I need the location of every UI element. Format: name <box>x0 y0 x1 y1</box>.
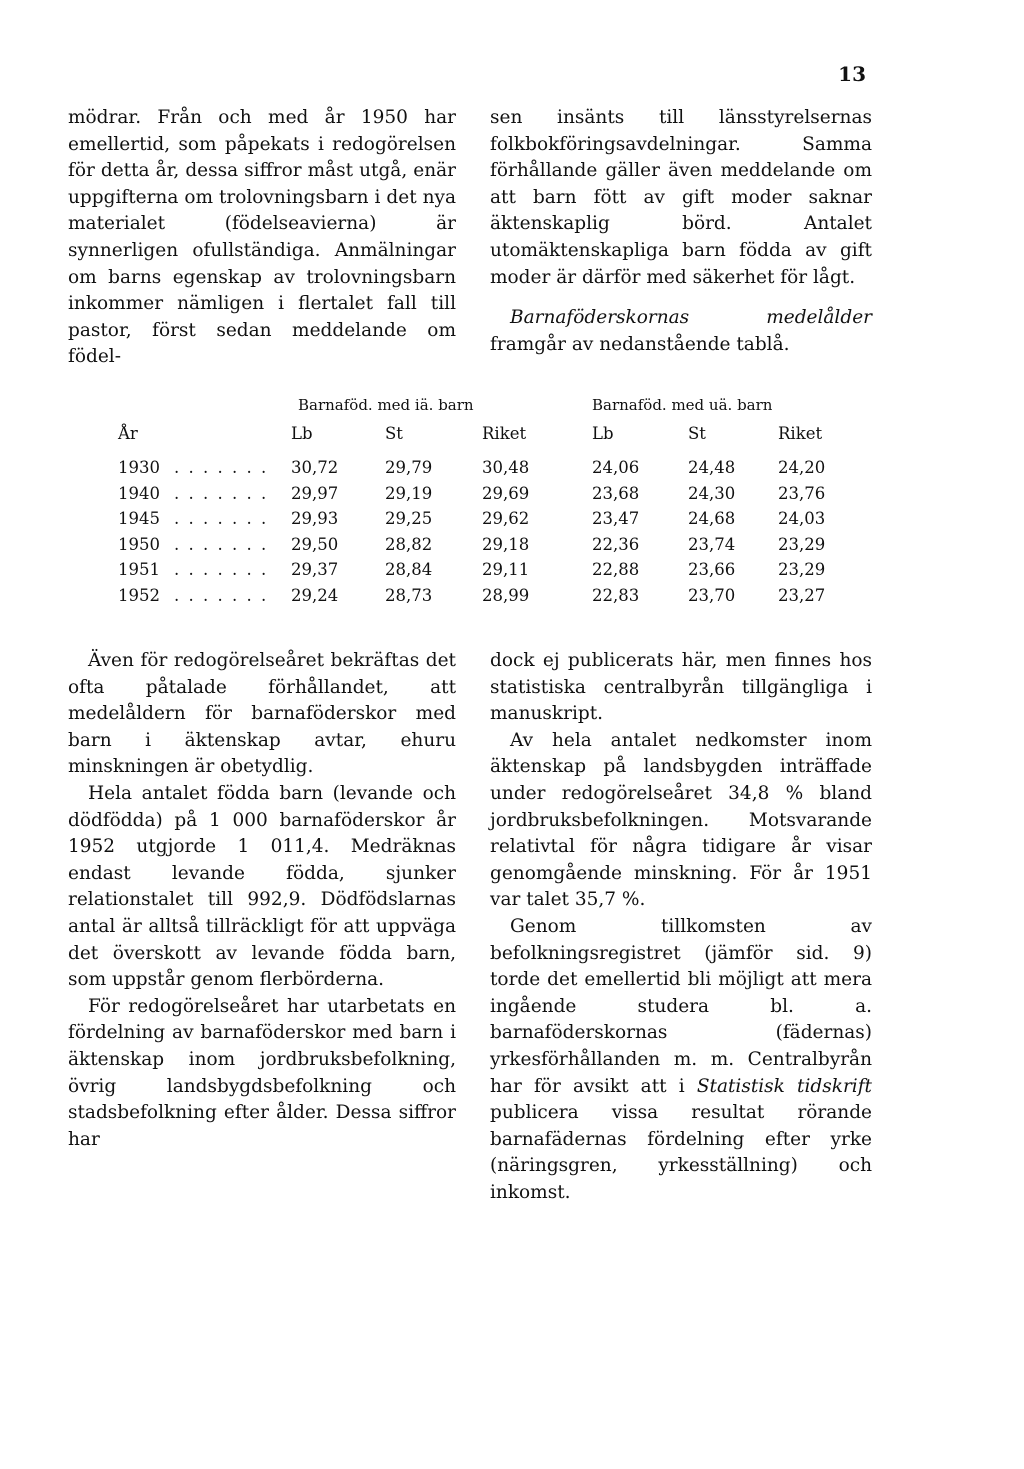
top-left-paragraph: mödrar. Från och med år 1950 har emellertid, som påpekats i redogörelsen för detta år, dessa siffror måst utgå, enär uppgifterna om trolovningsbarn i det nya materialet (födelseavierna) är synnerligen ofullständiga. Anmälningar om barns egenskap av trolovningsbarn inkommer nämligen i flertalet fall till pastor, först sedan meddelande om födel- <box>68 107 456 368</box>
leader-dots: . . . . . . . <box>174 483 269 503</box>
table-cell: 29,11 <box>482 560 530 579</box>
table-cell: 23,29 <box>778 534 826 554</box>
column-header: Lb <box>592 424 614 443</box>
table-cell: 29,79 <box>385 458 433 477</box>
paragraph-text: Genom tillkomsten av befolkningsregistret (jämför sid. 9) torde det emellertid bli möjligt att mera ingående studera bl. a. barnaföderskornas (fädernas) yrkesförhållanden m. m. Centralbyrån har för avsikt att i <box>490 915 872 1097</box>
italic-title: Statistisk tidskrift <box>696 1075 872 1097</box>
table-row <box>118 509 828 535</box>
page-number: 13 <box>838 62 866 86</box>
table-cell: 23,68 <box>592 483 640 503</box>
leader-dots: . . . . . . . <box>174 585 269 605</box>
column-header: St <box>688 424 706 443</box>
table-cell: 29,37 <box>291 560 339 579</box>
table-cell: 23,27 <box>778 585 826 605</box>
table-cell: 1940 <box>118 483 160 503</box>
table-cell: 29,93 <box>291 509 339 528</box>
column-header: Lb <box>291 424 313 443</box>
table-cell: 24,03 <box>778 509 826 528</box>
table-row <box>118 484 828 510</box>
top-right-paragraph-2 <box>490 305 872 358</box>
table-cell: 29,69 <box>482 483 530 503</box>
paragraph-text: framgår av nedanstående tablå. <box>490 333 790 355</box>
table-cell: 23,74 <box>688 534 736 554</box>
table-cell: 29,19 <box>385 483 433 503</box>
table-cell: 29,18 <box>482 534 530 554</box>
table-header-row <box>118 424 828 458</box>
table-cell: 23,76 <box>778 483 826 503</box>
table-cell: 22,88 <box>592 560 640 579</box>
table-cell: 28,73 <box>385 585 433 605</box>
table-cell: 1950 <box>118 534 160 554</box>
bottom-left-column <box>68 648 456 1153</box>
column-header: Riket <box>778 424 823 443</box>
table-cell: 29,97 <box>291 483 339 503</box>
table-cell: 1945 <box>118 509 160 528</box>
bottom-left-paragraph-3: För redogörelseåret har utarbetats en fördelning av barnaföderskor med barn i äktenskap inom jordbruksbefolkning, övrig landsbygdsbefolkning och stadsbefolkning efter ålder. Dessa siffror har <box>68 995 456 1150</box>
table-row <box>118 560 828 586</box>
table-cell: 23,47 <box>592 509 640 528</box>
column-header: År <box>118 424 138 443</box>
table-cell: 23,66 <box>688 560 736 579</box>
table-cell: 24,48 <box>688 458 736 477</box>
top-right-paragraph-1: sen insänts till länsstyrelsernas folkbokföringsavdelningar. Samma förhållande gäller även meddelande om att barn fött av gift moder saknar äktenskaplig börd. Antalet utomäktenskapliga barn födda av gift moder är därför med säkerhet för lågt. <box>490 107 872 288</box>
group-header-out-of-wedlock: Barnaföd. med uä. barn <box>592 396 773 414</box>
table-cell: 24,06 <box>592 458 640 477</box>
table-cell: 29,50 <box>291 534 339 554</box>
table-cell: 1951 <box>118 560 160 579</box>
table-cell: 28,82 <box>385 534 433 554</box>
table-cell: 22,36 <box>592 534 640 554</box>
table-cell: 1952 <box>118 585 160 605</box>
column-header: St <box>385 424 403 443</box>
table-cell: 30,72 <box>291 458 339 477</box>
table-cell: 30,48 <box>482 458 530 477</box>
bottom-right-column <box>490 648 872 1206</box>
top-left-column <box>68 105 456 371</box>
table-cell: 24,20 <box>778 458 826 477</box>
table-cell: 29,25 <box>385 509 433 528</box>
mean-age-table <box>118 396 828 611</box>
table-cell: 28,84 <box>385 560 433 579</box>
bottom-right-paragraph-1: dock ej publicerats här, men finnes hos statistiska centralbyrån tillgängliga i manuskript. <box>490 650 872 725</box>
table-cell: 29,62 <box>482 509 530 528</box>
italic-term: Barnaföderskornas medelålder <box>510 307 872 329</box>
bottom-left-paragraph-1: Även för redogörelseåret bekräftas det ofta påtalade förhållandet, att medelåldern för barnaföderskor med barn i äktenskap avtar, ehuru minskningen är obetydlig. <box>68 650 456 778</box>
table-cell: 1930 <box>118 458 160 477</box>
table-cell: 28,99 <box>482 585 530 605</box>
group-header-in-wedlock: Barnaföd. med iä. barn <box>298 396 474 414</box>
table-row <box>118 535 828 561</box>
table-cell: 29,24 <box>291 585 339 605</box>
bottom-left-paragraph-2: Hela antalet födda barn (levande och dödfödda) på 1 000 barnaföderskor år 1952 utgjorde 1 011,4. Medräknas endast levande födda, sjunker relationstalet till 992,9. Dödfödslarnas antal är alltså tillräckligt för att uppväga det överskott av levande födda barn, som uppstår genom flerbörderna. <box>68 782 456 991</box>
table-cell: 23,29 <box>778 560 826 579</box>
leader-dots: . . . . . . . <box>174 534 269 554</box>
leader-dots: . . . . . . . <box>174 458 269 477</box>
table-cell: 23,70 <box>688 585 736 605</box>
table-row <box>118 586 828 612</box>
paragraph-text: publicera vissa resultat rörande barnafädernas fördelning efter yrke (näringsgren, yrkesställning) och inkomst. <box>490 1102 872 1203</box>
table-cell: 22,83 <box>592 585 640 605</box>
leader-dots: . . . . . . . <box>174 509 269 528</box>
bottom-right-paragraph-3 <box>490 914 872 1207</box>
table-row <box>118 458 828 484</box>
table-group-header-row <box>118 396 828 424</box>
bottom-right-paragraph-2: Av hela antalet nedkomster inom äktenskap på landsbygden inträffade under redogörelseåret 34,8 % bland jordbruksbefolkningen. Motsvarande relativtal för några tidigare år visar genomgående minskning. För år 1951 var talet 35,7 %. <box>490 729 872 911</box>
table-cell: 24,30 <box>688 483 736 503</box>
column-header: Riket <box>482 424 527 443</box>
table-cell: 24,68 <box>688 509 736 528</box>
top-right-column <box>490 105 872 358</box>
leader-dots: . . . . . . . <box>174 560 269 579</box>
